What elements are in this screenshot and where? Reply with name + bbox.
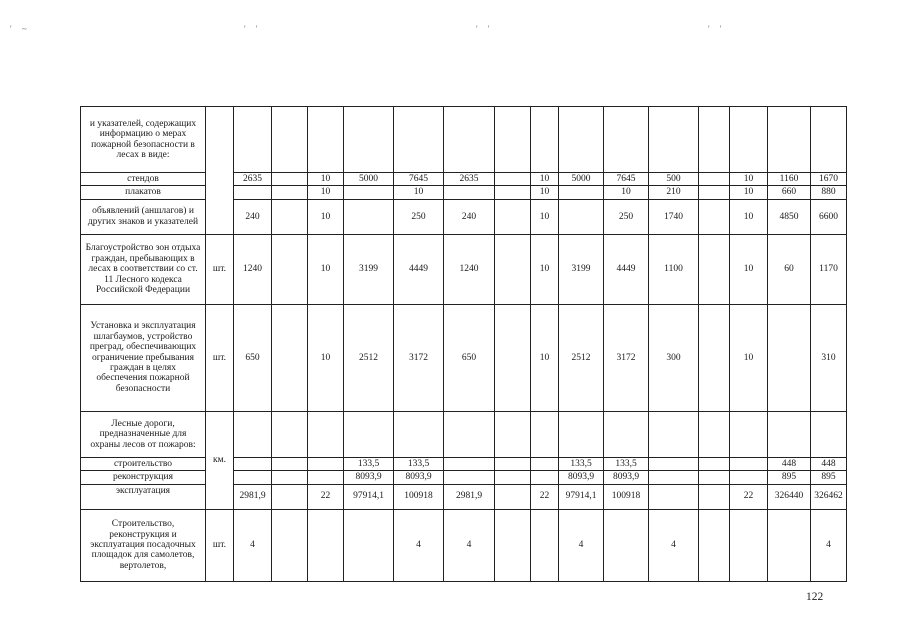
table-cell: 10 <box>531 186 559 199</box>
table-cell <box>531 411 559 457</box>
table-cell <box>649 471 699 484</box>
table-cell <box>394 411 444 457</box>
table-cell: 22 <box>308 484 344 509</box>
table-cell <box>495 509 531 581</box>
table-cell <box>495 107 531 173</box>
table-cell: 210 <box>649 186 699 199</box>
table-cell <box>730 509 768 581</box>
table-cell <box>234 471 272 484</box>
table-cell <box>699 484 730 509</box>
table-cell <box>649 457 699 470</box>
table-cell <box>344 199 394 234</box>
table-cell <box>394 107 444 173</box>
table-cell <box>495 304 531 411</box>
table-cell <box>272 411 308 457</box>
table-cell <box>272 457 308 470</box>
row-name: стендов <box>81 173 206 186</box>
table-cell: 10 <box>308 304 344 411</box>
table-cell <box>604 107 649 173</box>
table-cell <box>604 411 649 457</box>
table-cell: 10 <box>308 173 344 186</box>
table-cell: 2981,9 <box>444 484 495 509</box>
table-cell: 4 <box>234 509 272 581</box>
table-cell: 326462 <box>811 484 847 509</box>
table-cell <box>234 186 272 199</box>
table-cell <box>699 411 730 457</box>
row-name: Строительство, реконструкция и эксплуатация посадочных площадок для самолетов, вертолетов, <box>81 509 206 581</box>
table-row <box>81 107 847 173</box>
table-cell: 310 <box>811 304 847 411</box>
table-cell: 4850 <box>768 199 811 234</box>
table-cell: 895 <box>768 471 811 484</box>
table-cell <box>234 411 272 457</box>
table-cell: 10 <box>730 199 768 234</box>
table-row <box>81 234 847 304</box>
table-cell <box>308 411 344 457</box>
table-cell <box>308 509 344 581</box>
row-name: Лесные дороги, предназначенные для охраны лесов от пожаров: <box>81 411 206 457</box>
table-cell <box>699 457 730 470</box>
table-cell <box>811 411 847 457</box>
table-cell <box>272 304 308 411</box>
table-cell: 2512 <box>344 304 394 411</box>
table-cell: 4449 <box>604 234 649 304</box>
table-cell <box>699 509 730 581</box>
table-cell <box>531 471 559 484</box>
table-cell: 1100 <box>649 234 699 304</box>
table-cell: 133,5 <box>394 457 444 470</box>
table-cell: 8093,9 <box>559 471 604 484</box>
table-cell <box>308 107 344 173</box>
table-cell: 10 <box>531 173 559 186</box>
table-cell: 22 <box>730 484 768 509</box>
table-cell <box>272 509 308 581</box>
scan-mark: ' ' <box>244 24 262 34</box>
table-cell <box>495 234 531 304</box>
table-cell: 10 <box>730 304 768 411</box>
table-cell: 2635 <box>234 173 272 186</box>
table-cell <box>699 304 730 411</box>
table-cell <box>649 107 699 173</box>
table-cell <box>730 411 768 457</box>
table-cell <box>649 484 699 509</box>
table-cell: 97914,1 <box>344 484 394 509</box>
table-cell <box>344 509 394 581</box>
table-cell: 97914,1 <box>559 484 604 509</box>
table-row <box>81 199 847 234</box>
table-cell: 5000 <box>344 173 394 186</box>
table-cell: 1240 <box>234 234 272 304</box>
scan-artifacts <box>0 24 905 36</box>
table-cell: 3172 <box>394 304 444 411</box>
table-cell: 4 <box>394 509 444 581</box>
table-cell <box>730 471 768 484</box>
unit-cell: шт. <box>206 304 234 411</box>
table-cell <box>344 107 394 173</box>
table-cell: 10 <box>308 234 344 304</box>
table-cell: 250 <box>604 199 649 234</box>
table-cell: 326440 <box>768 484 811 509</box>
table-cell <box>272 199 308 234</box>
table-cell <box>444 411 495 457</box>
table-row <box>81 186 847 199</box>
row-name: Установка и эксплуатация шлагбаумов, устройство преград, обеспечивающих ограничение пребывания граждан в целях обеспечения пожарной безопасности <box>81 304 206 411</box>
table-cell <box>768 107 811 173</box>
table-cell: 10 <box>531 199 559 234</box>
table-cell: 250 <box>394 199 444 234</box>
table-cell <box>272 173 308 186</box>
unit-cell: км. <box>206 411 234 509</box>
table-cell <box>444 471 495 484</box>
table-cell <box>344 411 394 457</box>
table-cell <box>234 107 272 173</box>
table-cell: 240 <box>234 199 272 234</box>
table-cell <box>559 186 604 199</box>
table-cell <box>272 471 308 484</box>
table-cell <box>699 199 730 234</box>
row-name: Благоустройство зон отдыха граждан, пребывающих в лесах в соответствии со ст. 11 Лесного кодекса Российской Федерации <box>81 234 206 304</box>
row-name: эксплуатация <box>81 484 206 509</box>
table-cell <box>559 107 604 173</box>
table-cell: 3199 <box>344 234 394 304</box>
table-cell <box>495 484 531 509</box>
scan-mark: ' ' <box>708 24 726 34</box>
unit-cell: шт. <box>206 509 234 581</box>
table-cell: 4 <box>559 509 604 581</box>
table-cell <box>559 411 604 457</box>
table-cell: 2981,9 <box>234 484 272 509</box>
table-cell: 2512 <box>559 304 604 411</box>
scan-mark: ' ~ <box>10 24 31 34</box>
table-cell: 7645 <box>604 173 649 186</box>
table-cell <box>495 186 531 199</box>
table-cell: 60 <box>768 234 811 304</box>
table-cell: 1740 <box>649 199 699 234</box>
table-cell <box>699 186 730 199</box>
table-cell: 650 <box>234 304 272 411</box>
scan-mark: ' ' <box>476 24 494 34</box>
table-cell <box>308 457 344 470</box>
table-cell: 4 <box>811 509 847 581</box>
table-cell <box>234 457 272 470</box>
table-cell <box>699 471 730 484</box>
table-cell: 4449 <box>394 234 444 304</box>
table-cell: 2635 <box>444 173 495 186</box>
table-cell: 5000 <box>559 173 604 186</box>
row-name: реконструкция <box>81 471 206 484</box>
table-cell <box>308 471 344 484</box>
table-cell: 7645 <box>394 173 444 186</box>
table-cell: 500 <box>649 173 699 186</box>
table-cell <box>444 457 495 470</box>
table-cell: 880 <box>811 186 847 199</box>
table-cell: 133,5 <box>344 457 394 470</box>
table-cell: 1670 <box>811 173 847 186</box>
table-cell <box>649 411 699 457</box>
table-cell <box>344 186 394 199</box>
table-cell: 650 <box>444 304 495 411</box>
unit-cell: шт. <box>206 234 234 304</box>
table-cell: 1170 <box>811 234 847 304</box>
table-cell: 1160 <box>768 173 811 186</box>
table-cell: 895 <box>811 471 847 484</box>
table-cell <box>730 107 768 173</box>
table-cell <box>730 457 768 470</box>
table-cell: 22 <box>531 484 559 509</box>
table-row <box>81 484 847 509</box>
table-cell: 10 <box>730 173 768 186</box>
table-cell: 100918 <box>604 484 649 509</box>
table-cell: 4 <box>649 509 699 581</box>
table-cell <box>531 509 559 581</box>
table-cell: 448 <box>768 457 811 470</box>
table-cell <box>495 199 531 234</box>
table-cell: 6600 <box>811 199 847 234</box>
table-row <box>81 457 847 470</box>
table-cell: 8093,9 <box>344 471 394 484</box>
table-cell <box>495 173 531 186</box>
row-name: и указателей, содержащих информацию о мерах пожарной безопасности в лесах в виде: <box>81 107 206 173</box>
row-name: строительство <box>81 457 206 470</box>
table-cell <box>495 471 531 484</box>
table-cell: 10 <box>308 199 344 234</box>
table-cell: 10 <box>531 234 559 304</box>
table-cell <box>272 234 308 304</box>
table-row <box>81 411 847 457</box>
table-cell: 4 <box>444 509 495 581</box>
table-row <box>81 173 847 186</box>
table-cell <box>559 199 604 234</box>
table-cell: 448 <box>811 457 847 470</box>
table-cell: 8093,9 <box>604 471 649 484</box>
table-cell: 10 <box>394 186 444 199</box>
fire-safety-measures-table <box>80 106 847 582</box>
table-cell <box>768 509 811 581</box>
table-cell <box>272 186 308 199</box>
table-cell <box>444 107 495 173</box>
table-row <box>81 304 847 411</box>
table-cell <box>768 411 811 457</box>
table-cell: 300 <box>649 304 699 411</box>
unit-cell <box>206 107 234 235</box>
table-cell <box>699 107 730 173</box>
table-cell <box>768 304 811 411</box>
table-cell <box>604 509 649 581</box>
page-number: 122 <box>806 591 824 603</box>
table-cell: 660 <box>768 186 811 199</box>
table-row <box>81 471 847 484</box>
table-cell: 10 <box>604 186 649 199</box>
table-cell: 10 <box>308 186 344 199</box>
table-cell <box>811 107 847 173</box>
row-name: объявлений (аншлагов) и других знаков и указателей <box>81 199 206 234</box>
row-name: плакатов <box>81 186 206 199</box>
table-cell <box>699 173 730 186</box>
table-cell: 133,5 <box>559 457 604 470</box>
table-cell: 3172 <box>604 304 649 411</box>
table-cell <box>699 234 730 304</box>
table-cell: 240 <box>444 199 495 234</box>
table-cell <box>495 457 531 470</box>
table-cell <box>272 484 308 509</box>
table-cell: 10 <box>531 304 559 411</box>
table-row <box>81 509 847 581</box>
table-cell <box>444 186 495 199</box>
table-cell: 10 <box>730 234 768 304</box>
table-cell <box>495 411 531 457</box>
table-cell <box>531 107 559 173</box>
table-cell: 3199 <box>559 234 604 304</box>
table-cell: 100918 <box>394 484 444 509</box>
table-cell <box>272 107 308 173</box>
table-cell: 10 <box>730 186 768 199</box>
table-cell: 8093,9 <box>394 471 444 484</box>
table-cell: 1240 <box>444 234 495 304</box>
table-cell: 133,5 <box>604 457 649 470</box>
table-cell <box>531 457 559 470</box>
